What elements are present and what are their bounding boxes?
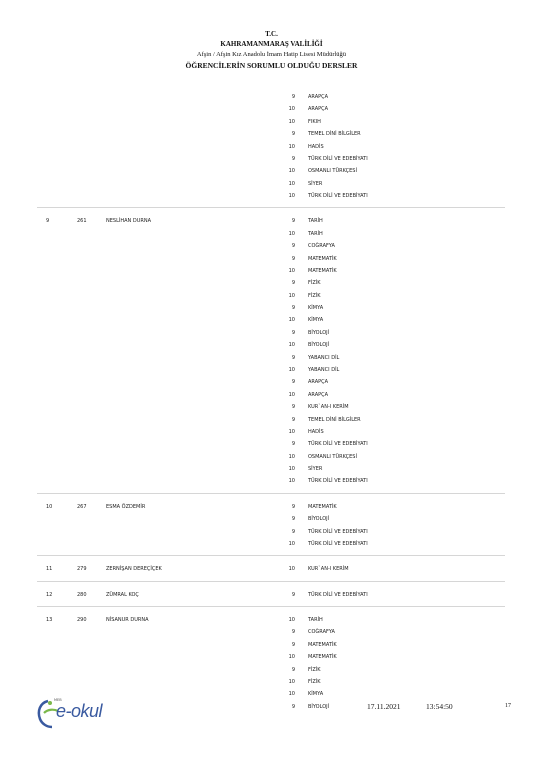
- course-grade: 10: [288, 106, 295, 113]
- course-grade: 10: [288, 118, 295, 125]
- course-name: FİZİK: [308, 678, 321, 685]
- course-grade: 10: [288, 540, 295, 547]
- course-name: TÜRK DİLİ VE EDEBİYATI: [308, 155, 368, 162]
- course-grade: 10: [288, 317, 295, 324]
- course-grade: 10: [288, 193, 295, 200]
- course-grade: 9: [291, 155, 295, 162]
- student-number: 261: [77, 218, 87, 225]
- student-number: 279: [77, 566, 87, 573]
- course-name: MATEMATİK: [308, 654, 337, 661]
- course-name: HADİS: [308, 143, 324, 150]
- course-grade: 10: [288, 617, 295, 624]
- course-grade: 9: [291, 404, 295, 411]
- course-name: TEMEL DİNİ BİLGİLER: [308, 416, 361, 423]
- course-name: FİZİK: [308, 280, 321, 287]
- course-name: SİYER: [308, 466, 323, 473]
- student-sira: 9: [46, 218, 50, 225]
- course-name: TÜRK DİLİ VE EDEBİYATI: [308, 528, 368, 535]
- course-grade: 9: [291, 354, 295, 361]
- course-name: FİZİK: [308, 666, 321, 673]
- course-grade: 9: [291, 329, 295, 336]
- course-grade: 10: [288, 230, 295, 237]
- header-school: Afşin / Afşin Kız Anadolu İmam Hatip Lisesi Müdürlüğü: [196, 51, 347, 58]
- course-grade: 10: [288, 143, 295, 150]
- row-separator: [37, 493, 505, 494]
- course-name: MATEMATİK: [308, 267, 337, 274]
- course-name: YABANCI DİL: [308, 366, 340, 373]
- course-name: FIKIH: [308, 118, 321, 125]
- course-name: BİYOLOJİ: [308, 516, 330, 523]
- course-grade: 9: [291, 305, 295, 312]
- e-okul-logo: [34, 697, 124, 733]
- logo-meb-label: MEB: [54, 698, 62, 702]
- course-name: ARAPÇA: [308, 106, 329, 113]
- course-grade: 10: [288, 654, 295, 661]
- student-sira: 13: [46, 617, 53, 624]
- course-grade: 10: [288, 678, 295, 685]
- course-grade: 10: [288, 391, 295, 398]
- course-grade: 9: [291, 280, 295, 287]
- print-date: 17.11.2021: [367, 702, 401, 711]
- course-grade: 9: [291, 591, 295, 598]
- row-separator: [37, 581, 505, 582]
- course-grade: 9: [291, 379, 295, 386]
- course-name: TARİH: [308, 218, 323, 225]
- course-grade: 9: [291, 641, 295, 648]
- student-name: ESMA ÖZDEMİR: [106, 503, 146, 510]
- course-grade: 9: [291, 503, 295, 510]
- student-name: ZÜMRAL KOÇ: [106, 591, 139, 598]
- course-name: YABANCI DİL: [308, 354, 340, 361]
- course-name: COĞRAFYA: [308, 243, 335, 250]
- course-grade: 10: [288, 466, 295, 473]
- course-name: FİZİK: [308, 292, 321, 299]
- course-name: OSMANLI TÜRKÇESİ: [308, 168, 357, 175]
- course-grade: 9: [291, 528, 295, 535]
- course-name: MATEMATİK: [308, 503, 337, 510]
- course-name: HADİS: [308, 428, 324, 435]
- course-name: TARİH: [308, 617, 323, 624]
- course-name: TARİH: [308, 230, 323, 237]
- course-grade: 9: [291, 218, 295, 225]
- course-name: TÜRK DİLİ VE EDEBİYATI: [308, 478, 368, 485]
- course-grade: 9: [291, 416, 295, 423]
- course-grade: 10: [288, 453, 295, 460]
- student-name: ZERNİŞAN DEREÇİÇEK: [106, 566, 162, 573]
- course-grade: 9: [291, 703, 295, 710]
- course-grade: 10: [288, 478, 295, 485]
- course-name: SİYER: [308, 180, 323, 187]
- course-grade: 9: [291, 243, 295, 250]
- course-name: ARAPÇA: [308, 391, 329, 398]
- print-time: 13:54:50: [426, 702, 453, 711]
- course-grade: 9: [291, 131, 295, 138]
- course-name: TÜRK DİLİ VE EDEBİYATI: [308, 441, 368, 448]
- row-separator: [37, 606, 505, 607]
- student-sira: 10: [46, 503, 53, 510]
- course-name: BİYOLOJİ: [308, 329, 330, 336]
- course-name: TÜRK DİLİ VE EDEBİYATI: [308, 193, 368, 200]
- course-name: COĞRAFYA: [308, 629, 335, 636]
- course-grade: 9: [291, 94, 295, 100]
- row-separator: [37, 207, 505, 208]
- course-name: KUR`AN-I KERİM: [308, 404, 349, 411]
- course-name: OSMANLI TÜRKÇESİ: [308, 453, 357, 460]
- course-grade: 9: [291, 441, 295, 448]
- course-grade: 10: [288, 691, 295, 698]
- student-number: 290: [77, 617, 87, 624]
- course-name: TÜRK DİLİ VE EDEBİYATI: [308, 591, 368, 598]
- student-number: 280: [77, 591, 87, 598]
- header-governorship: KAHRAMANMARAŞ VALİLİĞİ: [220, 40, 323, 48]
- course-grade: 10: [288, 267, 295, 274]
- student-sira: 12: [46, 591, 53, 598]
- course-grade: 10: [288, 428, 295, 435]
- course-grade: 9: [291, 255, 295, 262]
- course-grade: 10: [288, 342, 295, 349]
- course-name: KİMYA: [308, 317, 324, 324]
- course-grade: 10: [288, 292, 295, 299]
- header-tc: T.C.: [265, 30, 278, 38]
- course-grade: 10: [288, 180, 295, 187]
- logo-wordmark: e-okul: [56, 701, 103, 721]
- course-name: MATEMATİK: [308, 255, 337, 262]
- student-number: 267: [77, 503, 87, 510]
- row-separator: [37, 555, 505, 556]
- course-grade: 10: [288, 366, 295, 373]
- course-grade: 10: [288, 566, 295, 573]
- page-number: 17: [505, 703, 511, 709]
- course-name: KİMYA: [308, 691, 324, 698]
- page-title: ÖĞRENCİLERİN SORUMLU OLDUĞU DERSLER: [185, 61, 358, 70]
- course-name: KİMYA: [308, 305, 324, 312]
- course-name: ARAPÇA: [308, 94, 329, 100]
- student-sira: 11: [46, 566, 53, 573]
- course-name: TÜRK DİLİ VE EDEBİYATI: [308, 540, 368, 547]
- course-name: MATEMATİK: [308, 641, 337, 648]
- course-grade: 9: [291, 666, 295, 673]
- student-name: NİSANUR DURNA: [106, 617, 149, 624]
- course-name: KUR`AN-I KERİM: [308, 566, 349, 573]
- course-name: BİYOLOJİ: [308, 342, 330, 349]
- course-grade: 9: [291, 629, 295, 636]
- course-name: ARAPÇA: [308, 379, 329, 386]
- course-grade: 10: [288, 168, 295, 175]
- course-name: BİYOLOJİ: [308, 703, 330, 710]
- student-name: NESLİHAN DURNA: [106, 218, 151, 225]
- course-grade: 9: [291, 516, 295, 523]
- course-name: TEMEL DİNİ BİLGİLER: [308, 131, 361, 138]
